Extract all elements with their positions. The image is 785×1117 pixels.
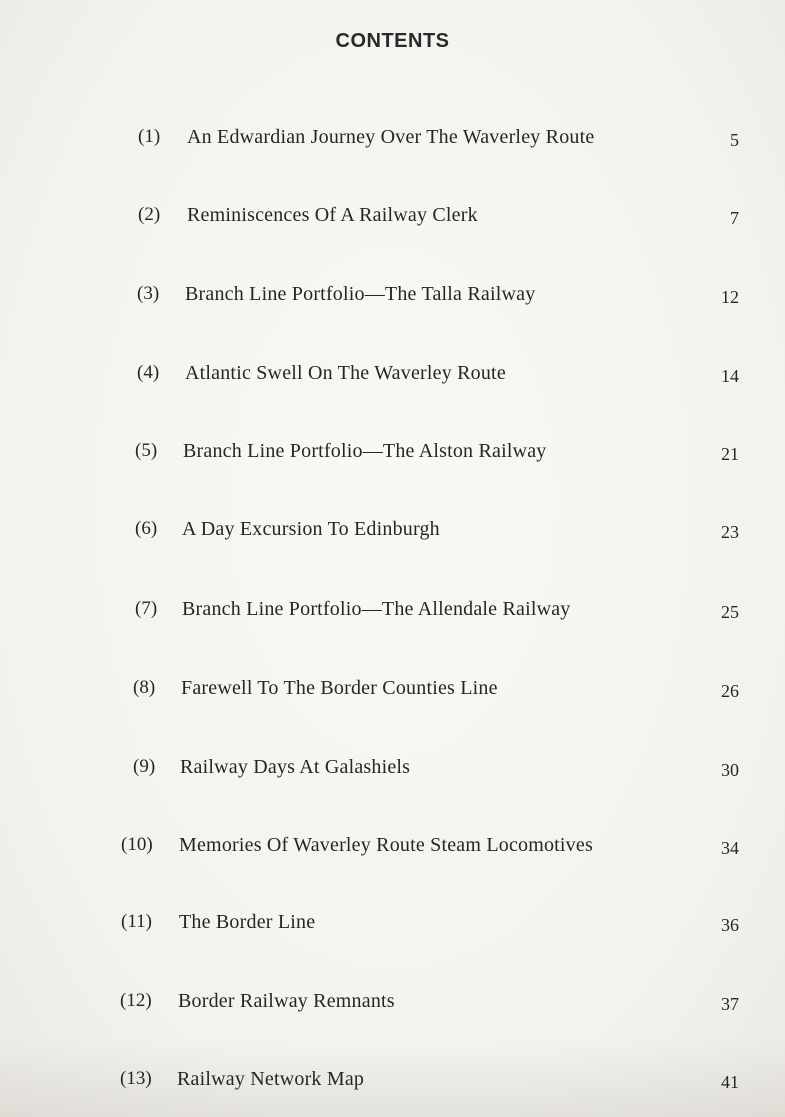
entry-number: (12)	[120, 990, 152, 1011]
entry-title: Atlantic Swell On The Waverley Route	[185, 362, 506, 384]
entry-page-number: 26	[721, 681, 739, 701]
entry-page-number: 5	[730, 130, 739, 150]
toc-entry-9	[0, 756, 785, 786]
entry-number: (6)	[135, 518, 158, 539]
entry-number: (2)	[138, 204, 161, 225]
entry-title: A Day Excursion To Edinburgh	[182, 518, 440, 540]
entry-number: (8)	[133, 677, 156, 698]
entry-page-number: 12	[721, 287, 739, 307]
entry-title: Railway Days At Galashiels	[180, 756, 411, 778]
entry-title: Farewell To The Border Counties Line	[181, 677, 498, 699]
entry-title: Branch Line Portfolio—The Alston Railway	[183, 440, 547, 462]
toc-entry-7	[0, 598, 785, 628]
entry-number: (7)	[135, 598, 158, 619]
entry-title: Reminiscences Of A Railway Clerk	[187, 204, 478, 226]
toc-entry-3	[0, 283, 785, 313]
entry-page-number: 21	[721, 444, 739, 464]
toc-entry-8	[0, 677, 785, 707]
entry-number: (4)	[137, 362, 160, 383]
entry-title: Branch Line Portfolio—The Talla Railway	[185, 283, 536, 305]
entry-title: An Edwardian Journey Over The Waverley Route	[187, 126, 595, 148]
entry-page-number: 25	[721, 602, 739, 622]
entry-number: (10)	[121, 834, 153, 855]
toc-entry-1	[0, 126, 785, 156]
entry-number: (3)	[137, 283, 160, 304]
toc-entry-11	[0, 911, 785, 941]
entry-page-number: 23	[721, 522, 739, 542]
entry-page-number: 36	[721, 915, 739, 935]
entry-page-number: 14	[721, 366, 739, 386]
toc-entry-12	[0, 990, 785, 1020]
toc-entry-4	[0, 362, 785, 392]
entry-page-number: 7	[730, 208, 739, 228]
entry-number: (9)	[133, 756, 156, 777]
entry-title: Memories Of Waverley Route Steam Locomotives	[179, 834, 593, 856]
entry-title: Border Railway Remnants	[178, 990, 395, 1012]
entry-page-number: 41	[721, 1072, 739, 1092]
toc-entry-5	[0, 440, 785, 470]
entry-page-number: 37	[721, 994, 739, 1014]
entry-page-number: 34	[721, 838, 739, 858]
entry-title: Railway Network Map	[177, 1068, 365, 1090]
entry-title: Branch Line Portfolio—The Allendale Railway	[182, 598, 571, 620]
entry-number: (1)	[138, 126, 161, 147]
entry-page-number: 30	[721, 760, 739, 780]
toc-entry-13	[0, 1068, 785, 1098]
toc-entry-6	[0, 518, 785, 548]
contents-heading: CONTENTS	[335, 30, 450, 52]
entry-number: (13)	[120, 1068, 152, 1089]
entry-title: The Border Line	[179, 911, 316, 933]
entry-number: (5)	[135, 440, 158, 461]
toc-entry-2	[0, 204, 785, 234]
toc-entry-10	[0, 834, 785, 864]
entry-number: (11)	[121, 911, 152, 932]
